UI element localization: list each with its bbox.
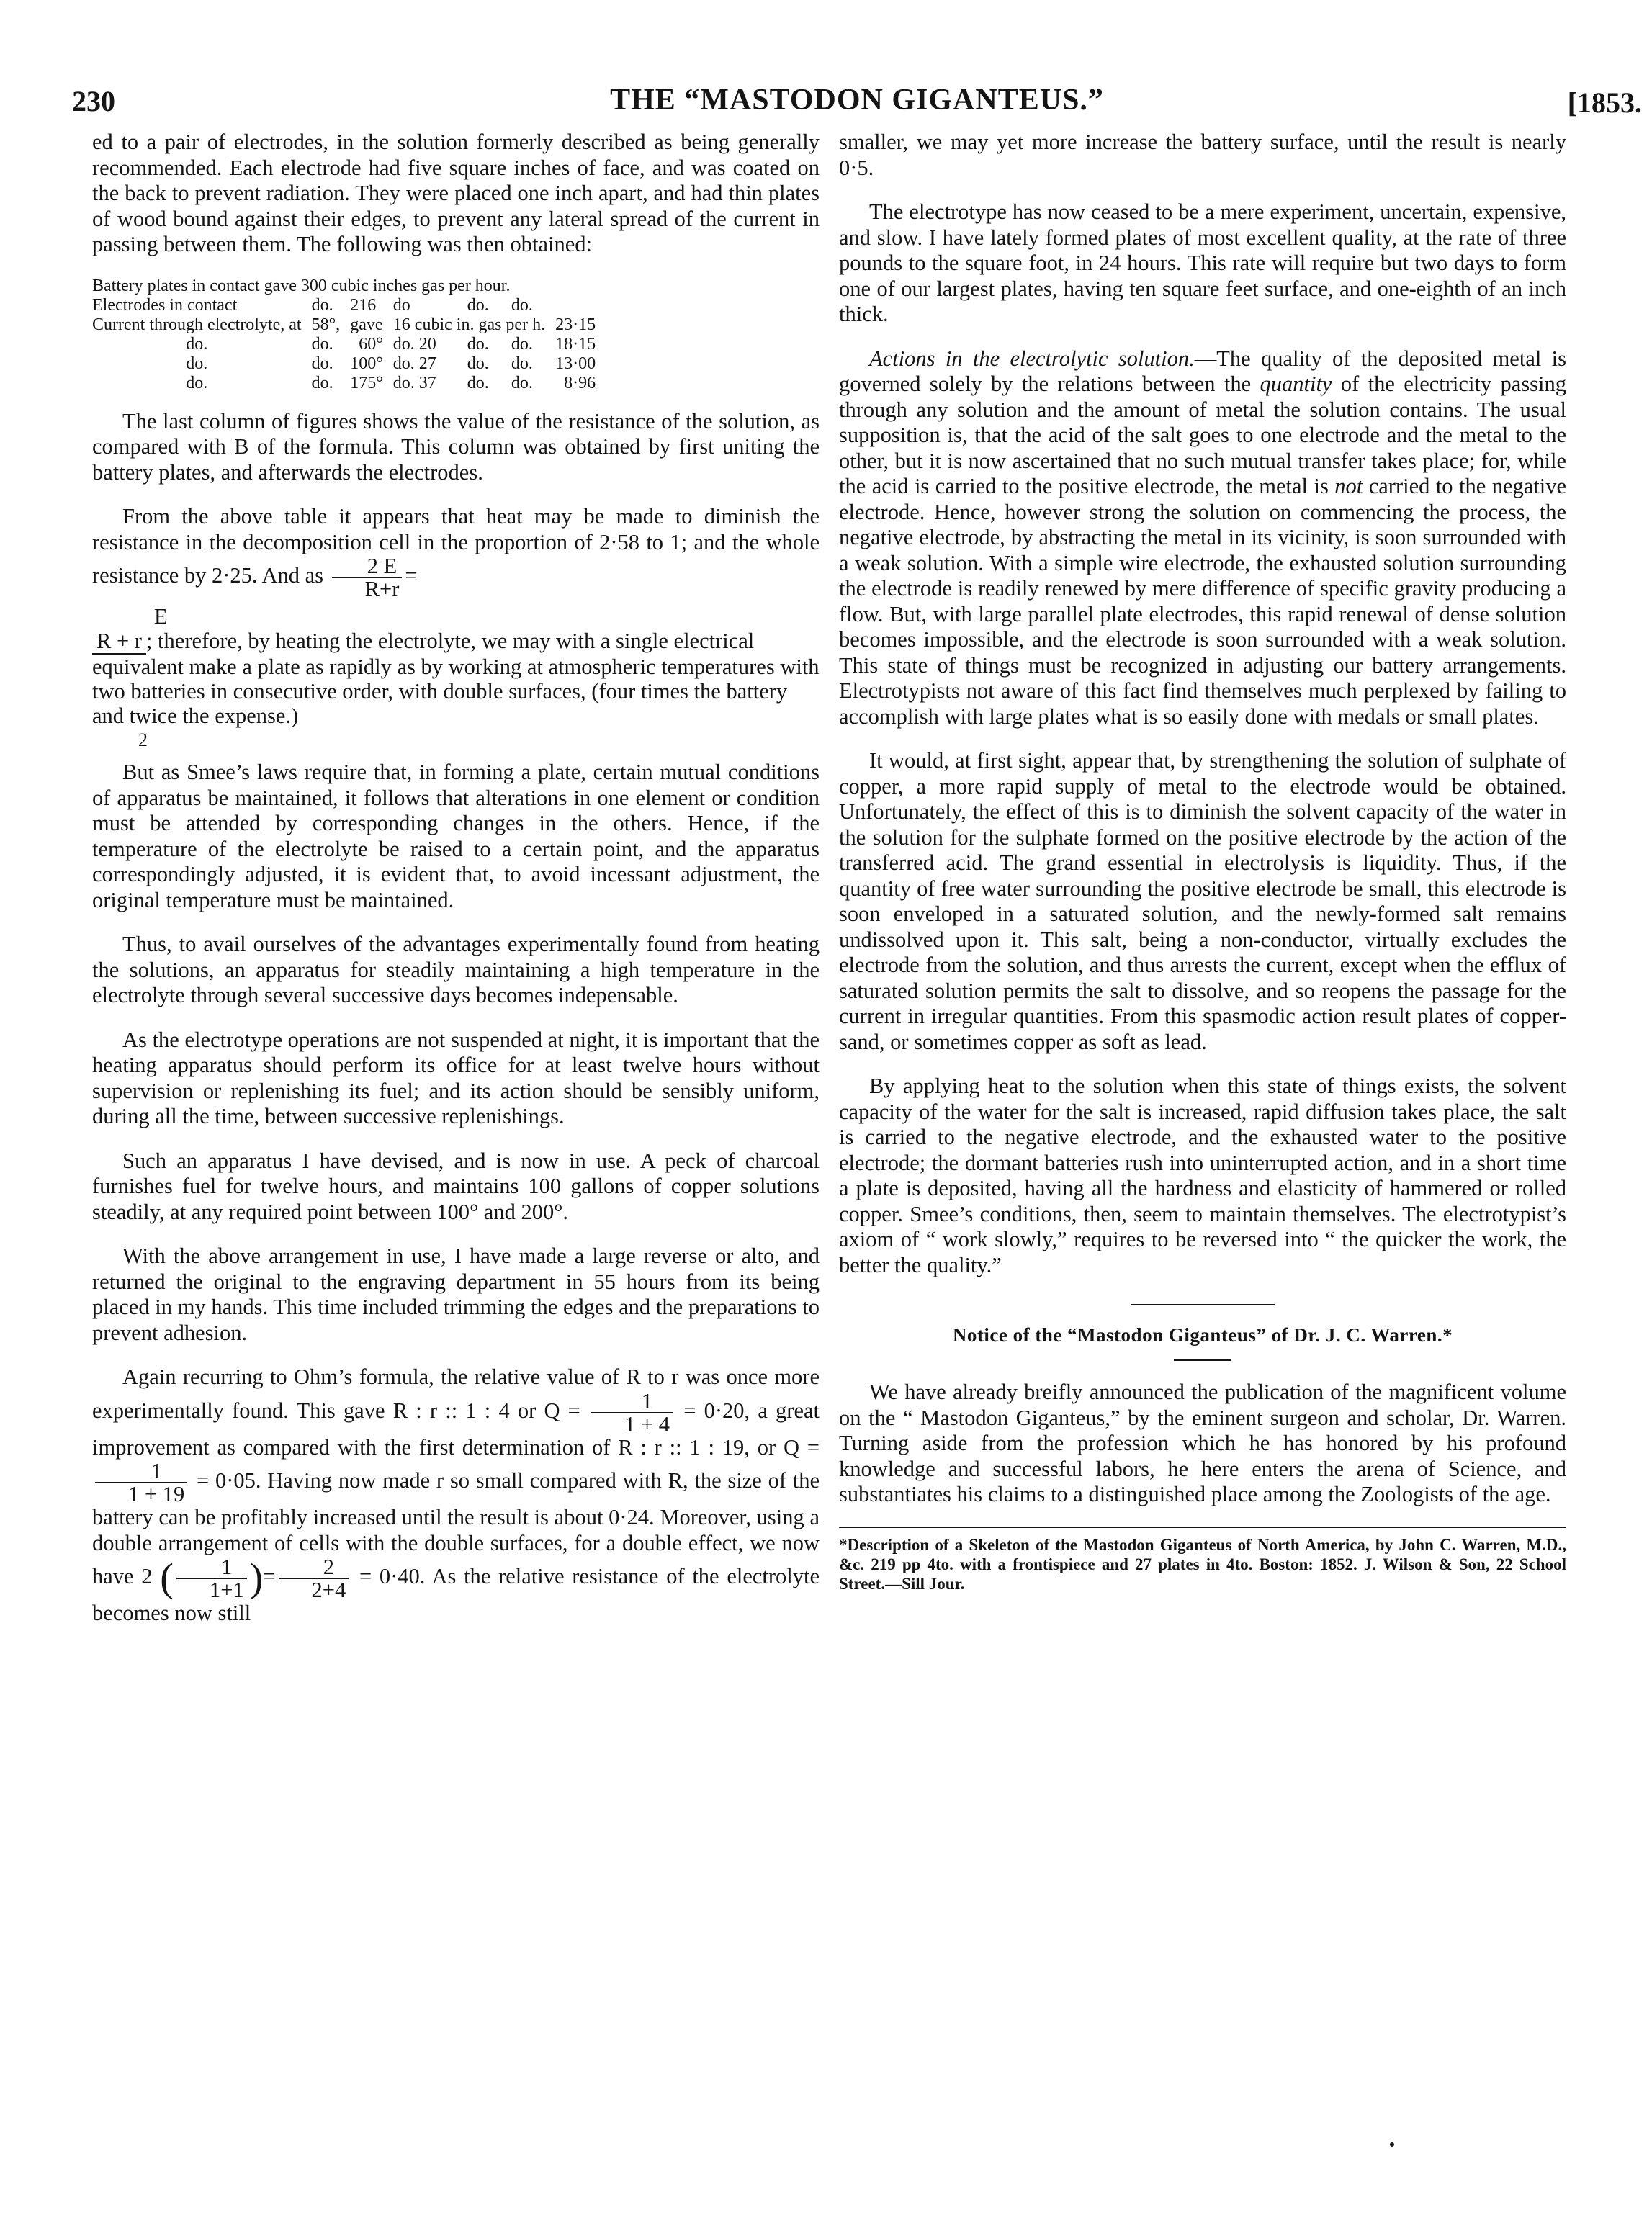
left-paragraph-8: With the above arrangement in use, I have made a large reverse or alto, and returned the original to the engraving department in 55 hours from its being placed in my hands. This time included trimming the edges and the preparations to prevent adhesion. — [92, 1244, 820, 1345]
right-paragraph-6: We have already breifly announced the publication of the magnificent volume on the “ Mastodon Giganteus,” by the eminent surgeon and scholar, Dr. Warren. Turning aside from the profession which he has honored by his profound knowledge and successful labors, he here enters the arena of Science, and substantiates his claims to a distinguished place among the Zoologists of the age. — [839, 1380, 1566, 1506]
fraction-numerator: 1 — [176, 1556, 247, 1579]
stacked-equation — [92, 604, 820, 752]
table-cell: Electrodes in contact — [92, 295, 238, 315]
text-run: —The quality of the deposited metal is governed solely by the relations between the — [839, 346, 1566, 396]
equation-line — [92, 629, 820, 728]
table-cell: do. — [511, 295, 533, 315]
right-paragraph-3 — [839, 346, 1566, 730]
fraction-numerator: 2 — [279, 1556, 349, 1579]
table-cell: do. — [311, 354, 333, 373]
table-cell: do. — [186, 334, 208, 354]
text-run: = 0·05. Having now made r so small compared with R, the size of the battery can be profitably increased until the result is about 0·24. Moreover, using a double arrangement of cells with the double surfaces, for a double effect, we now have 2 — [92, 1468, 820, 1588]
left-column — [92, 130, 820, 1645]
page-number: 230 — [72, 85, 115, 117]
notice-title: Notice of the “Mastodon Giganteus” of Dr. J. C. Warren.* — [952, 1324, 1453, 1346]
fraction-denominator: 2+4 — [311, 1578, 346, 1602]
left-paragraph-2: The last column of figures shows the value of the resistance of the solution, as compared with B of the formula. This column was obtained by first uniting the battery plates, and afterwards the electrodes. — [92, 408, 820, 485]
fraction-numerator: 1 — [591, 1390, 673, 1413]
table-cell: do. — [511, 334, 533, 354]
fraction-denominator: 1 + 19 — [128, 1482, 185, 1506]
table-cell: Current through electrolyte, at — [92, 315, 302, 334]
running-title: THE “MASTODON GIGANTEUS.” — [610, 84, 1104, 117]
left-paragraph-4: But as Smee’s laws require that, in forming a plate, certain mutual conditions of apparatus be maintained, it follows that alterations in one element or condition must be attended by corresponding changes in the others. Hence, if the temperature of the electrolyte be raised to a certain point, and the apparatus correspondingly adjusted, it is evident that, to avoid incessant adjustment, the original temperature must be maintained. — [92, 760, 820, 912]
running-header — [72, 76, 1642, 126]
left-paragraph-5: Thus, to avail ourselves of the advantages experimentally found from heating the solutions, an apparatus for steadily maintaining a high temperature in the electrolyte through several successive days becomes indepensable. — [92, 932, 820, 1007]
right-column — [839, 130, 1566, 1594]
title-underline — [1174, 1359, 1231, 1361]
footnote-rule — [839, 1527, 1566, 1528]
emphasis: quantity — [1260, 372, 1332, 396]
open-paren: ( — [160, 1555, 174, 1601]
right-paragraph-5: By applying heat to the solution when this state of things exists, the solvent capacity of the water for the salt is increased, rapid diffusion takes place, the salt is carried to the negative electrode, and the exhausted water to the positive electrode; the dormant batteries rush into uninterrupted action, and in a short time a plate is deposited, having all the hardness and elasticity of hammered or rolled copper. Smee’s conditions, then, seem to maintain themselves. The electrotypist’s axiom of “ work slowly,” requires to be reversed into “ the quicker the work, the better the quality.” — [839, 1074, 1566, 1277]
fraction-denominator: 1 + 4 — [624, 1411, 670, 1437]
right-paragraph-1: smaller, we may yet more increase the battery surface, until the result is nearly 0·5. — [839, 130, 1566, 180]
table-row — [92, 374, 606, 393]
equation-middle: R + r — [92, 629, 146, 655]
table-cell: 216 — [350, 295, 377, 315]
table-cell: do. 37 — [392, 373, 436, 392]
section-divider — [1131, 1304, 1275, 1305]
table-cell: do — [392, 295, 410, 315]
table-cell — [555, 296, 606, 315]
table-cell: Battery plates in contact gave 300 cubic inches gas per hour. — [92, 276, 511, 295]
text-run: = 0·20, a great improvement as compared with the first determination of R : r :: 1 : 19, or Q = — [92, 1398, 820, 1460]
table-cell: 175° — [350, 373, 383, 392]
table-cell: 16 cubic in. gas per h. — [392, 315, 546, 334]
right-paragraph-4: It would, at first sight, appear that, by strengthening the solution of sulphate of copper, a more rapid supply of metal to the electrode would be obtained. Unfortunately, the effect of this is to diminish the solvent capacity of the water in the solution for the sulphate formed on the positive electrode by the action of the transferred acid. The grand essential in electrolysis is liquidity. Thus, if the quantity of free water surrounding the positive electrode be small, this electrode is soon enveloped in a saturated solution, and the newly-formed salt remains undissolved upon it. This salt, being a non-conductor, virtually excludes the electrode from the solution, and thus arrests the current, except when the efflux of saturated solution permits the salt to dissolve, and so reopens the passage for the current in irregular quantities. From this spasmodic action result plates of copper-sand, or sometimes copper as soft as lead. — [839, 748, 1566, 1054]
fraction-1-over-1-plus-4 — [591, 1390, 673, 1435]
table-cell: 18·15 — [555, 334, 596, 354]
fraction-numerator: 1 — [95, 1460, 187, 1483]
table-cell: do. — [186, 354, 208, 373]
table-row — [92, 277, 606, 296]
emphasis: not — [1334, 474, 1363, 498]
table-cell: do. — [311, 334, 333, 354]
table-cell: do. — [311, 373, 333, 392]
fraction-1-over-1-plus-19 — [95, 1460, 187, 1505]
fraction-1-over-1-plus-1 — [176, 1556, 247, 1601]
fraction-2e-over-r-plus-r — [332, 555, 403, 600]
table-cell: do. 20 — [392, 334, 436, 354]
notice-section-header — [839, 1304, 1566, 1361]
left-paragraph-9 — [92, 1365, 820, 1627]
table-cell: gave — [350, 315, 383, 334]
fraction-numerator: 2 E — [332, 555, 403, 578]
header-year: [1853. — [1567, 86, 1642, 119]
table-cell: 58°, — [311, 315, 341, 334]
text-run: carried to the negative electrode. Hence, however strong the solution on commencing the process, the negative electrode, by abstracting the metal in its vicinity, is soon surrounded with a weak solution. With a simple wire electrode, the exhausted solution surrounding the electrode is readily renewed by mere difference of specific gravity producing a flow. But, with large parallel plate electrodes, this rapid renewal of dense solution becomes impossible, and the electrode is soon surrounded with a weak solution. This state of things must be recognized in adjusting our battery arrangements. Electrotypists not aware of this fact find themselves much perplexed by failing to accomplish with large plates what is so easily done with medals or small plates. — [839, 474, 1567, 729]
table-cell: do. — [511, 354, 533, 373]
table-cell: do. — [467, 334, 489, 354]
equals-sign: = — [263, 1564, 276, 1588]
table-row — [92, 296, 606, 315]
table-cell: do. — [467, 295, 489, 315]
table-row — [92, 354, 606, 374]
table-cell: do. — [467, 354, 489, 373]
left-paragraph-3 — [92, 504, 820, 600]
table-cell: do. — [467, 373, 489, 392]
section-heading: Actions in the electrolytic solution. — [869, 346, 1195, 371]
right-paragraph-2: The electrotype has now ceased to be a mere experiment, uncertain, expensive, and slow. I have lately formed plates of most excellent quality, at the rate of three pounds to the square foot, in 24 hours. This rate will require but two days to form one of our largest plates, having ten square feet surface, and one-eighth of an inch thick. — [839, 199, 1566, 326]
fraction-denominator: R+r — [364, 577, 400, 601]
table-row — [92, 315, 606, 335]
fraction-2-over-2-plus-4 — [279, 1556, 349, 1601]
equation-numerator: E — [154, 604, 168, 629]
table-cell: do. — [511, 373, 533, 392]
print-speck — [1390, 2142, 1394, 2147]
left-paragraph-1: ed to a pair of electrodes, in the solution formerly described as being generally recommended. Each electrode had five square inches of face, and was coated on the back to prevent radiation. They were placed one inch apart, and had thin plates of wood bound against their edges, to prevent any lateral spread of the current in passing between them. The following was then obtained: — [92, 130, 820, 256]
left-paragraph-6: As the electrotype operations are not suspended at night, it is important that the heating apparatus should perform its office for at least twelve hours without supervision or replenishing its fuel; and its action should be sensibly uniform, during all the time, between successive replenishings. — [92, 1027, 820, 1128]
close-paren: ) — [249, 1555, 264, 1601]
table-cell: 13·00 — [555, 354, 596, 373]
table-row — [92, 335, 606, 354]
table-cell: 23·15 — [555, 315, 596, 334]
equation-denominator: 2 — [138, 729, 148, 750]
text-run: From the above table it appears that heat may be made to diminish the resistance in the decomposition cell in the proportion of 2·58 to 1; and the whole resistance by 2·25. And as — [92, 504, 820, 588]
left-paragraph-7: Such an apparatus I have devised, and is now in use. A peck of charcoal furnishes fuel for twelve hours, and maintains 100 gallons of copper solutions steadily, at any required point between 100° and 200°. — [92, 1148, 820, 1224]
text-run: Again recurring to Ohm’s formula, the relative value of R to r was once more experimentally found. This gave R : r :: 1 : 4 or Q = — [92, 1365, 820, 1423]
table-cell: 60° — [359, 334, 383, 354]
text-run: of the electricity passing through any solution and the amount of metal the solution contains. The usual supposition is, that the acid of the salt goes to one electrode and the metal to the other, but it is now ascertained that no such mutual transfer takes place; for, while the acid is carried to the positive electrode, the metal is — [839, 372, 1566, 498]
text-run: = 0·40. As the relative resistance of the electrolyte becomes now still — [92, 1564, 820, 1625]
fraction-denominator: 1+1 — [209, 1578, 244, 1602]
resistance-table — [92, 277, 606, 393]
table-cell: 8·96 — [564, 373, 596, 392]
table-cell: do. — [311, 295, 333, 315]
table-cell: do. — [186, 373, 208, 392]
text-run: ; therefore, by heating the electrolyte, we may with a single electrical equivalent make a plate as rapidly as by working at atmospheric temperatures with two batteries in consecutive order, with double surfaces, (four times the battery and twice the expense.) — [92, 629, 820, 728]
table-cell: do. 27 — [392, 354, 436, 373]
equals-sign: = — [405, 563, 418, 588]
footnote: *Description of a Skeleton of the Mastodon Giganteus of North America, by John C. Warren, M.D., &c. 219 pp 4to. with a frontispiece and 27 plates in 4to. Boston: 1852. J. Wilson & Son, 22 School Street.—Sill Jour. — [839, 1535, 1566, 1593]
table-cell: 100° — [350, 354, 383, 373]
